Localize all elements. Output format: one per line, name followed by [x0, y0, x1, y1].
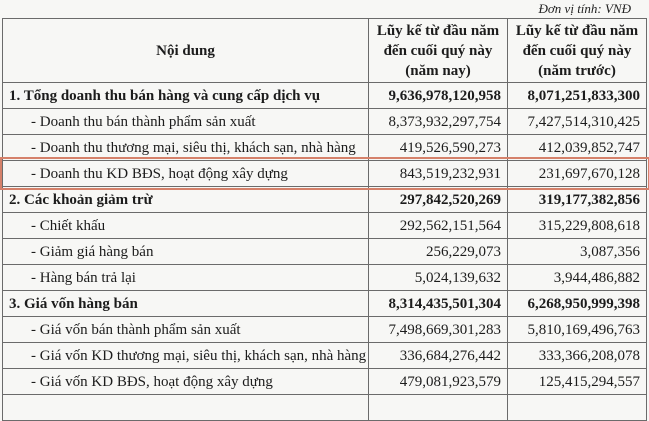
table-header [3, 19, 647, 83]
table-row [3, 187, 647, 213]
row-label: - Giảm giá hàng bán [3, 239, 369, 265]
row-label: 2. Các khoản giảm trừ [3, 187, 369, 213]
table-row [3, 343, 647, 369]
row-previous [508, 395, 647, 421]
row-label: - Giá vốn bán thành phẩm sản xuất [3, 317, 369, 343]
row-current: 292,562,151,564 [369, 213, 508, 239]
row-previous: 8,071,251,833,300 [508, 83, 647, 109]
unit-note: Đơn vị tính: VNĐ [538, 1, 631, 16]
row-current: 479,081,923,579 [369, 369, 508, 395]
row-previous: 412,039,852,747 [508, 135, 647, 161]
table-row [3, 317, 647, 343]
row-current [369, 395, 508, 421]
table-row [3, 265, 647, 291]
table-row [3, 239, 647, 265]
row-current: 8,314,435,501,304 [369, 291, 508, 317]
table-row [3, 369, 647, 395]
table-row [3, 135, 647, 161]
row-current: 336,684,276,442 [369, 343, 508, 369]
row-previous: 6,268,950,999,398 [508, 291, 647, 317]
row-label: - Giá vốn KD thương mại, siêu thị, khách sạn, nhà hàng [3, 343, 369, 369]
row-label: - Chiết khấu [3, 213, 369, 239]
table-row [3, 213, 647, 239]
row-previous: 333,366,208,078 [508, 343, 647, 369]
row-previous: 3,944,486,882 [508, 265, 647, 291]
header-previous-line3: (năm trước) [538, 62, 616, 79]
row-label: - Hàng bán trả lại [3, 265, 369, 291]
row-current: 419,526,590,273 [369, 135, 508, 161]
row-current: 297,842,520,269 [369, 187, 508, 213]
table-row-highlighted [3, 161, 647, 187]
row-previous: 5,810,169,496,763 [508, 317, 647, 343]
header-previous-line2: đến cuối quý này [522, 42, 632, 59]
row-previous: 7,427,514,310,425 [508, 109, 647, 135]
header-previous-year [508, 19, 647, 83]
row-previous: 319,177,382,856 [508, 187, 647, 213]
row-current: 256,229,073 [369, 239, 508, 265]
row-current: 5,024,139,632 [369, 265, 508, 291]
row-previous: 125,415,294,557 [508, 369, 647, 395]
row-previous: 315,229,808,618 [508, 213, 647, 239]
row-label: - Doanh thu KD BĐS, hoạt động xây dựng [3, 161, 369, 187]
row-previous: 231,697,670,128 [508, 161, 647, 187]
table-row [3, 109, 647, 135]
header-previous-line1: Lũy kế từ đầu năm [515, 22, 639, 39]
table-row-cutoff [3, 395, 647, 421]
row-label: - Doanh thu thương mại, siêu thị, khách sạn, nhà hàng [3, 135, 369, 161]
row-previous: 3,087,356 [508, 239, 647, 265]
row-label: 3. Giá vốn hàng bán [3, 291, 369, 317]
header-current-line1: Lũy kế từ đầu năm [376, 22, 500, 39]
table-row [3, 83, 647, 109]
financial-table [2, 18, 647, 421]
row-current: 8,373,932,297,754 [369, 109, 508, 135]
table-row [3, 291, 647, 317]
row-current: 9,636,978,120,958 [369, 83, 508, 109]
row-label: 1. Tổng doanh thu bán hàng và cung cấp dịch vụ [3, 83, 369, 109]
row-current: 7,498,669,301,283 [369, 317, 508, 343]
header-current-line2: đến cuối quý này [383, 42, 493, 59]
row-label [3, 395, 369, 421]
row-label: - Giá vốn KD BĐS, hoạt động xây dựng [3, 369, 369, 395]
header-current-line3: (năm nay) [405, 62, 471, 79]
header-content: Nội dung [3, 19, 369, 83]
row-current: 843,519,232,931 [369, 161, 508, 187]
row-label: - Doanh thu bán thành phẩm sản xuất [3, 109, 369, 135]
header-current-year [369, 19, 508, 83]
